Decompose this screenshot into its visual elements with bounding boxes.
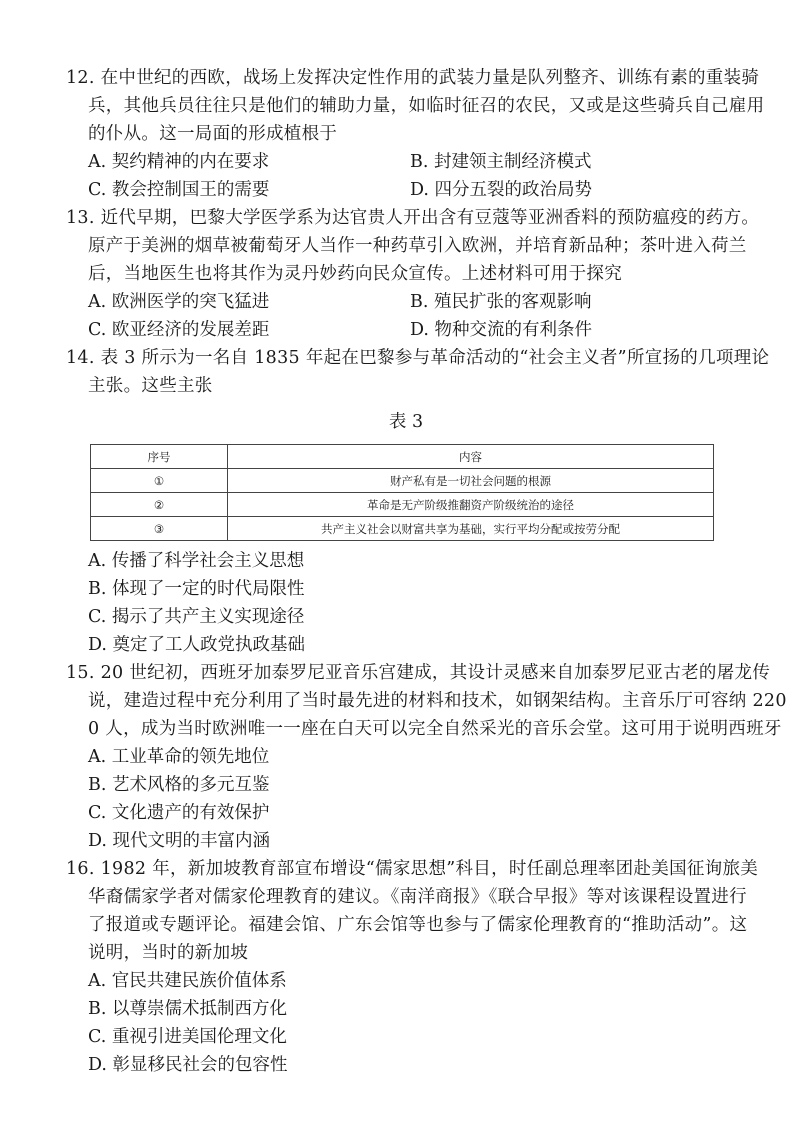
table-header-content: 内容 <box>228 445 714 469</box>
question-14 <box>66 344 770 659</box>
theory-table <box>90 444 714 541</box>
question-14-stem-line: 14. 表 3 所示为一名自 1835 年起在巴黎参与革命活动的“社会主义者”所宣扬的几项理论 <box>66 348 770 368</box>
table-cell-number: ② <box>91 493 228 517</box>
question-13-option-a[interactable]: A. 欧洲医学的突飞猛进 <box>88 292 270 312</box>
question-12-stem-line: 的仆从。这一局面的形成植根于 <box>88 124 338 144</box>
table-cell-number: ① <box>91 469 228 493</box>
question-15-option-b[interactable]: B. 艺术风格的多元互鉴 <box>88 775 270 795</box>
question-12-options-row <box>66 148 736 176</box>
question-12-option-c[interactable]: C. 教会控制国王的需要 <box>88 180 270 200</box>
question-13-option-c[interactable]: C. 欧亚经济的发展差距 <box>88 320 270 340</box>
question-12-option-d[interactable]: D. 四分五裂的政治局势 <box>410 180 593 200</box>
table-row <box>91 493 714 517</box>
question-16 <box>66 855 759 1079</box>
question-15-stem-line: 说，建造过程中充分利用了当时最先进的材料和技术，如钢架结构。主音乐厅可容纳 220 <box>88 691 787 711</box>
question-13-option-d[interactable]: D. 物种交流的有利条件 <box>410 320 593 340</box>
question-13-options-row <box>66 288 736 316</box>
table-cell-number: ③ <box>91 517 228 541</box>
question-12-stem-line: 兵，其他兵员往往只是他们的辅助力量，如临时征召的农民，又或是这些骑兵自己雇用 <box>88 96 765 116</box>
question-13-options-row <box>66 316 736 344</box>
question-15-option-a[interactable]: A. 工业革命的领先地位 <box>88 747 270 767</box>
table-cell-content: 财产私有是一切社会问题的根源 <box>228 469 714 493</box>
question-12-stem-line: 12. 在中世纪的西欧，战场上发挥决定性作用的武装力量是队列整齐、训练有素的重装骑 <box>66 68 760 88</box>
question-16-stem-line: 16. 1982 年，新加坡教育部宣布增设“儒家思想”科目，时任副总理率团赴美国征询旅美 <box>66 859 759 879</box>
question-15 <box>66 659 787 855</box>
question-12 <box>66 64 765 204</box>
question-14-option-c[interactable]: C. 揭示了共产主义实现途径 <box>88 607 305 627</box>
question-16-option-a[interactable]: A. 官民共建民族价值体系 <box>88 971 287 991</box>
question-12-option-a[interactable]: A. 契约精神的内在要求 <box>88 152 270 172</box>
question-15-stem-line: 0 人，成为当时欧洲唯一一座在白天可以完全自然采光的音乐会堂。这可用于说明西班牙 <box>88 719 782 739</box>
question-13-stem-line: 后，当地医生也将其作为灵丹妙药向民众宣传。上述材料可用于探究 <box>88 264 622 284</box>
question-16-stem-line: 华裔儒家学者对儒家伦理教育的建议。《南洋商报》《联合早报》等对该课程设置进行 <box>88 887 747 907</box>
table-cell-content: 革命是无产阶级推翻资产阶级统治的途径 <box>228 493 714 517</box>
exam-page <box>66 64 787 1079</box>
question-14-option-d[interactable]: D. 奠定了工人政党执政基础 <box>88 635 306 655</box>
question-13-stem-line: 原产于美洲的烟草被葡萄牙人当作一种药草引入欧洲，并培育新品种；茶叶进入荷兰 <box>88 236 747 256</box>
table-cell-content: 共产主义社会以财富共享为基础，实行平均分配或按劳分配 <box>228 517 714 541</box>
question-15-option-c[interactable]: C. 文化遗产的有效保护 <box>88 803 270 823</box>
question-16-option-d[interactable]: D. 彰显移民社会的包容性 <box>88 1055 288 1075</box>
question-12-options-row <box>66 176 736 204</box>
question-15-option-d[interactable]: D. 现代文明的丰富内涵 <box>88 831 271 851</box>
question-14-stem-line: 主张。这些主张 <box>88 376 213 396</box>
table-caption: 表 3 <box>388 412 424 432</box>
table-row <box>91 517 714 541</box>
question-16-option-b[interactable]: B. 以尊崇儒术抵制西方化 <box>88 999 287 1019</box>
question-15-stem-line: 15. 20 世纪初，西班牙加泰罗尼亚音乐宫建成，其设计灵感来自加泰罗尼亚古老的屠龙传 <box>66 663 771 683</box>
question-16-stem-line: 说明，当时的新加坡 <box>88 943 249 963</box>
question-13-stem-line: 13. 近代早期，巴黎大学医学系为达官贵人开出含有豆蔻等亚洲香料的预防瘟疫的药方。 <box>66 208 760 228</box>
table-row <box>91 469 714 493</box>
table-header-row <box>91 445 714 469</box>
question-13 <box>66 204 760 344</box>
question-14-option-b[interactable]: B. 体现了一定的时代局限性 <box>88 579 305 599</box>
question-12-option-b[interactable]: B. 封建领主制经济模式 <box>410 152 592 172</box>
table-header-number: 序号 <box>91 445 228 469</box>
question-13-option-b[interactable]: B. 殖民扩张的客观影响 <box>410 292 592 312</box>
question-14-option-a[interactable]: A. 传播了科学社会主义思想 <box>88 551 305 571</box>
question-16-stem-line: 了报道或专题评论。福建会馆、广东会馆等也参与了儒家伦理教育的“推助活动”。这 <box>88 915 748 935</box>
question-16-option-c[interactable]: C. 重视引进美国伦理文化 <box>88 1027 287 1047</box>
